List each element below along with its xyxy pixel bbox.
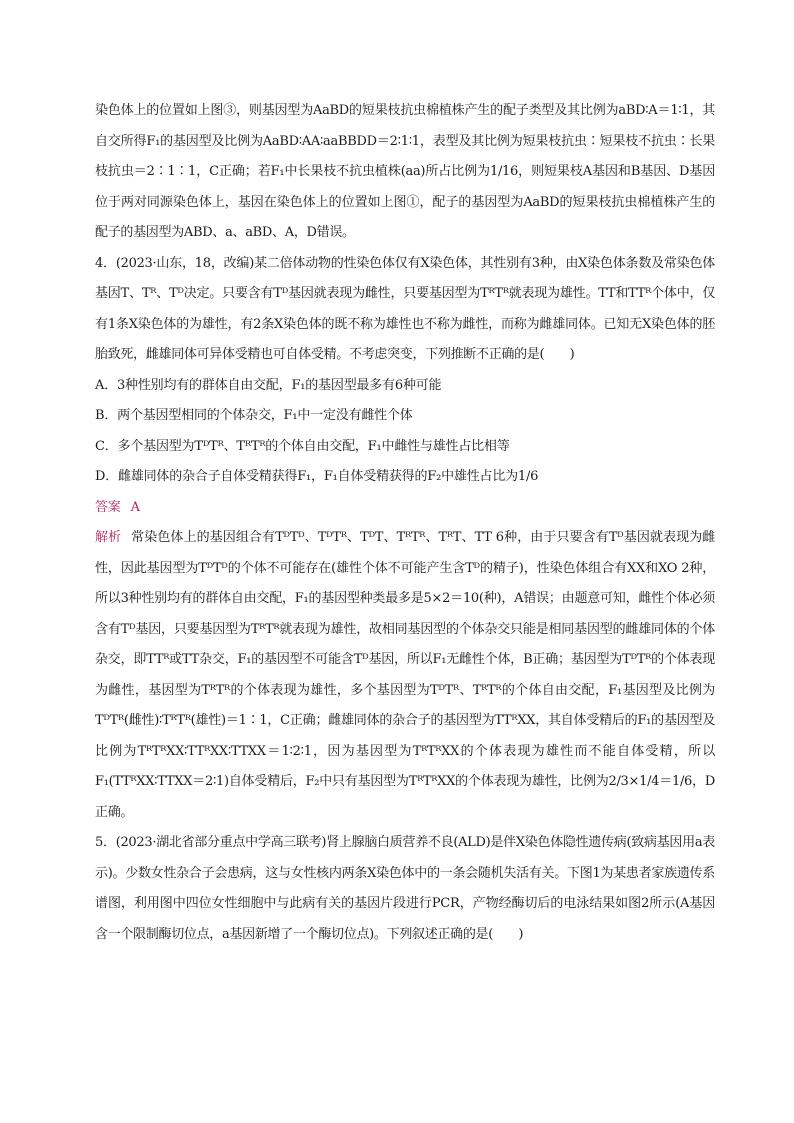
question-4-analysis: [95, 523, 715, 828]
question-4-answer-line: [95, 493, 715, 524]
answer-value: A: [130, 499, 140, 515]
document-body: [95, 96, 715, 950]
question-4-option-d: D．雌雄同体的杂合子自体受精获得F₁，F₁自体受精获得的F₂中雄性占比为1/6: [95, 469, 539, 484]
question-4-option-b: B．两个基因型相同的个体杂交，F₁中一定没有雌性个体: [95, 408, 413, 423]
intro-paragraph: 染色体上的位置如上图③，则基因型为AaBD的短果枝抗虫棉植株产生的配子类型及其比例为aBD∶A＝1∶1，其自交所得F₁的基因型及比例为AaBD∶AA∶aaBBDD＝2∶1∶1，表型及其比例为短果枝抗虫∶短果枝不抗虫∶长果枝抗虫＝2∶1∶1，C正确；若F₁中长果枝不抗虫植株(aa)所占比例为1/16，则短果枝A基因和B基因、D基因位于两对同源染色体上，基因在染色体上的位置如上图①，配子的基因型为AaBD的短果枝抗虫棉植株产生的配子的基因型为ABD、a、aBD、A，D错误。: [95, 103, 715, 240]
answer-label: 答案: [95, 499, 121, 515]
question-4-stem: 4．(2023·山东，18，改编)某二倍体动物的性染色体仅有X染色体，其性别有3种，由X染色体条数及常染色体基因T、Tᴿ、Tᴰ决定。只要含有Tᴰ基因就表现为雌性，只要基因型为TᴿTᴿ就表现为雄性。TT和TTᴿ个体中，仅有1条X染色体的为雄性，有2条X染色体的既不称为雄性也不称为雌性，而称为雌雄同体。已知无X染色体的胚胎致死，雌雄同体可异体受精也可自体受精。不考虑突变，下列推断不正确的是( ): [95, 255, 715, 362]
question-4-option-a: A．3种性别均有的群体自由交配，F₁的基因型最多有6种可能: [95, 377, 442, 393]
question-5-stem: 5．(2023·湖北省部分重点中学高三联考)肾上腺脑白质营养不良(ALD)是伴X染色体隐性遗传病(致病基因用a表示)。少数女性杂合子会患病，这与女性核内两条X染色体中的一条会随机失活有关。下图1为某患者家族遗传系谱图，利用图中四位女性细胞中与此病有关的基因片段进行PCR，产物经酶切后的电泳结果如图2所示(A基因含一个限制酶切位点，a基因新增了一个酶切位点)。下列叙述正确的是( ): [95, 835, 715, 942]
analysis-label: 解析: [95, 530, 122, 545]
analysis-text: 常染色体上的基因组合有TᴰTᴰ、TᴰTᴿ、TᴰT、TᴿTᴿ、TᴿT、TT 6种，由于只要含有Tᴰ基因就表现为雌性，因此基因型为TᴰTᴰ的个体不可能存在(雄性个体不可能产生含Tᴰ的精子)，性染色体组合有XX和XO 2种，所以3种性别均有的群体自由交配，F₁的基因型种类最多是5×2＝10(种)，A错误；由题意可知，雌性个体必须含有Tᴰ基因，只要基因型为TᴿTᴿ就表现为雄性，故相同基因型的个体杂交只能是相同基因型的雌雄同体的个体杂交，即TTᴿ或TT杂交，F₁的基因型不可能含Tᴰ基因，所以F₁无雌性个体，B正确；基因型为TᴰTᴿ的个体表现为雌性，基因型为TᴿTᴿ的个体表现为雄性，多个基因型为TᴰTᴿ、TᴿTᴿ的个体自由交配，F₁基因型及比例为TᴰTᴿ(雌性)∶TᴿTᴿ(雄性)＝1∶1，C正确；雌雄同体的杂合子的基因型为TTᴿXX，其自体受精后的F₁的基因型及比例为TᴿTᴿXX∶TTᴿXX∶TTXX＝1∶2∶1，因为基因型为TᴿTᴿXX的个体表现为雄性而不能自体受精，所以F₁(TTᴿXX∶TTXX＝2∶1)自体受精后，F₂中只有基因型为TᴿTᴿXX的个体表现为雄性，比例为2/3×1/4＝1/6，D正确。: [95, 530, 715, 820]
question-4-option-c: C．多个基因型为TᴰTᴿ、TᴿTᴿ的个体自由交配，F₁中雌性与雄性占比相等: [95, 438, 510, 454]
